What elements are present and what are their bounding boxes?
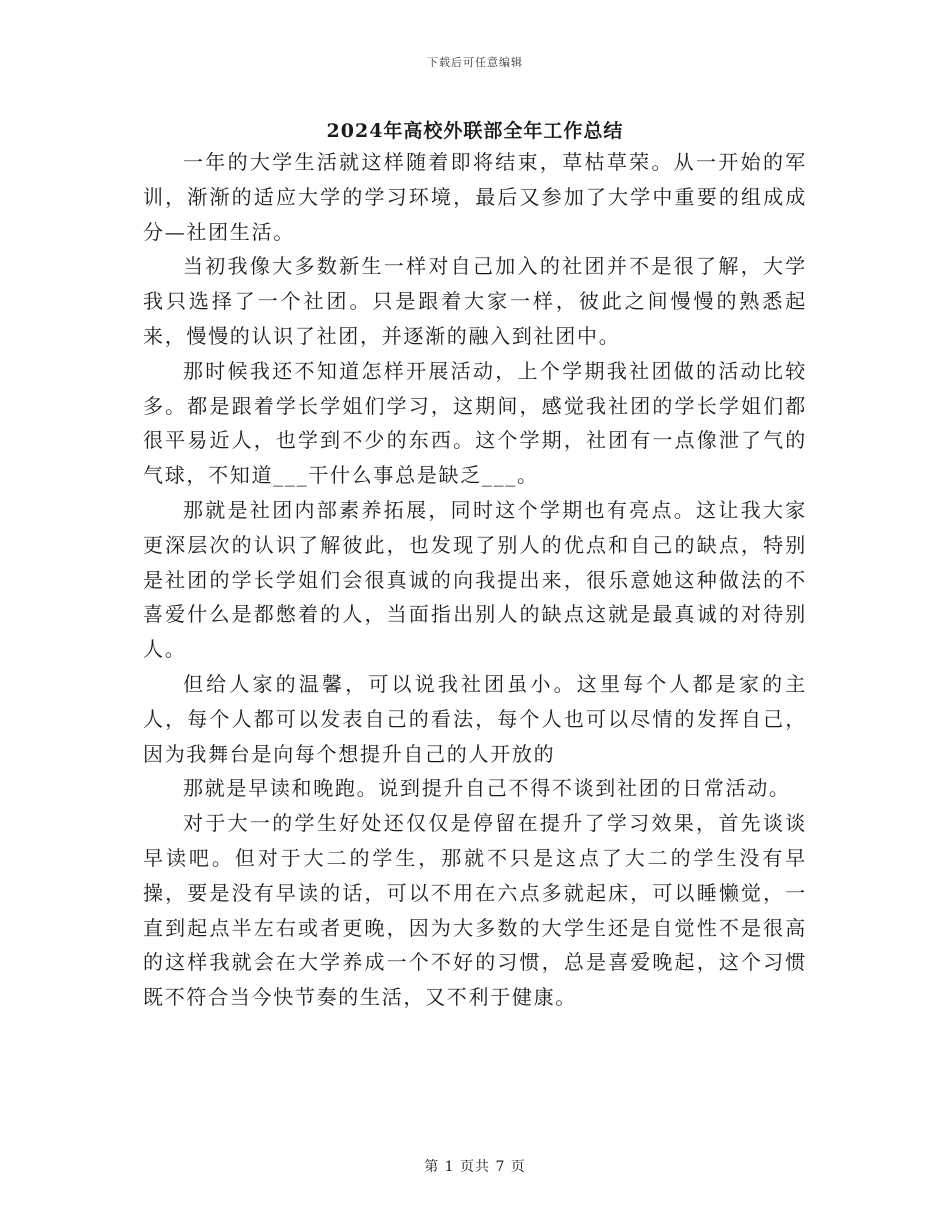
paragraph: 对于大一的学生好处还仅仅是停留在提升了学习效果，首先谈谈早读吧。但对于大二的学生，那就不只是这点了大二的学生没有早操，要是没有早读的话，可以不用在六点多就起床，可以睡懒觉，一直到起点半左右或者更晚，因为大多数的大学生还是自觉性不是很高的这样我就会在大学养成一个不好的习惯，总是喜爱晚起，这个习惯既不符合当今快节奏的生活，又不利于健康。 [143, 811, 807, 1010]
paragraph: 那时候我还不知道怎样开展活动，上个学期我社团做的活动比较多。都是跟着学长学姐们学习，这期间，感觉我社团的学长学姐们都很平易近人，也学到不少的东西。这个学期，社团有一点像泄了气的气球，不知道___干什么事总是缺乏___。 [143, 358, 807, 488]
paragraph: 但给人家的温馨，可以说我社团虽小。这里每个人都是家的主人，每个人都可以发表自己的看法，每个人也可以尽情的发挥自己，因为我舞台是向每个想提升自己的人开放的 [143, 671, 807, 766]
document-body [143, 145, 807, 1015]
page-number: 第 1 页共 7 页 [424, 1159, 526, 1175]
header-note: 下载后可任意编辑 [427, 56, 523, 69]
document-title: 2024年高校外联部全年工作总结 [326, 120, 624, 142]
paragraph: 那就是社团内部素养拓展，同时这个学期也有亮点。这让我大家更深层次的认识了解彼此，也发现了别人的优点和自己的缺点，特别是社团的学长学姐们会很真诚的向我提出来，很乐意她这种做法的不喜爱什么是都憋着的人，当面指出别人的缺点这就是最真诚的对待别人。 [143, 497, 807, 662]
paragraph: 一年的大学生活就这样随着即将结束，草枯草荣。从一开始的军训，渐渐的适应大学的学习环境，最后又参加了大学中重要的组成成分—社团生活。 [143, 150, 807, 244]
paragraph: 那就是早读和晚跑。说到提升自己不得不谈到社团的日常活动。 [183, 776, 791, 801]
paragraph: 当初我像大多数新生一样对自己加入的社团并不是很了解，大学我只选择了一个社团。只是跟着大家一样，彼此之间慢慢的熟悉起来，慢慢的认识了社团，并逐渐的融入到社团中。 [143, 254, 807, 348]
